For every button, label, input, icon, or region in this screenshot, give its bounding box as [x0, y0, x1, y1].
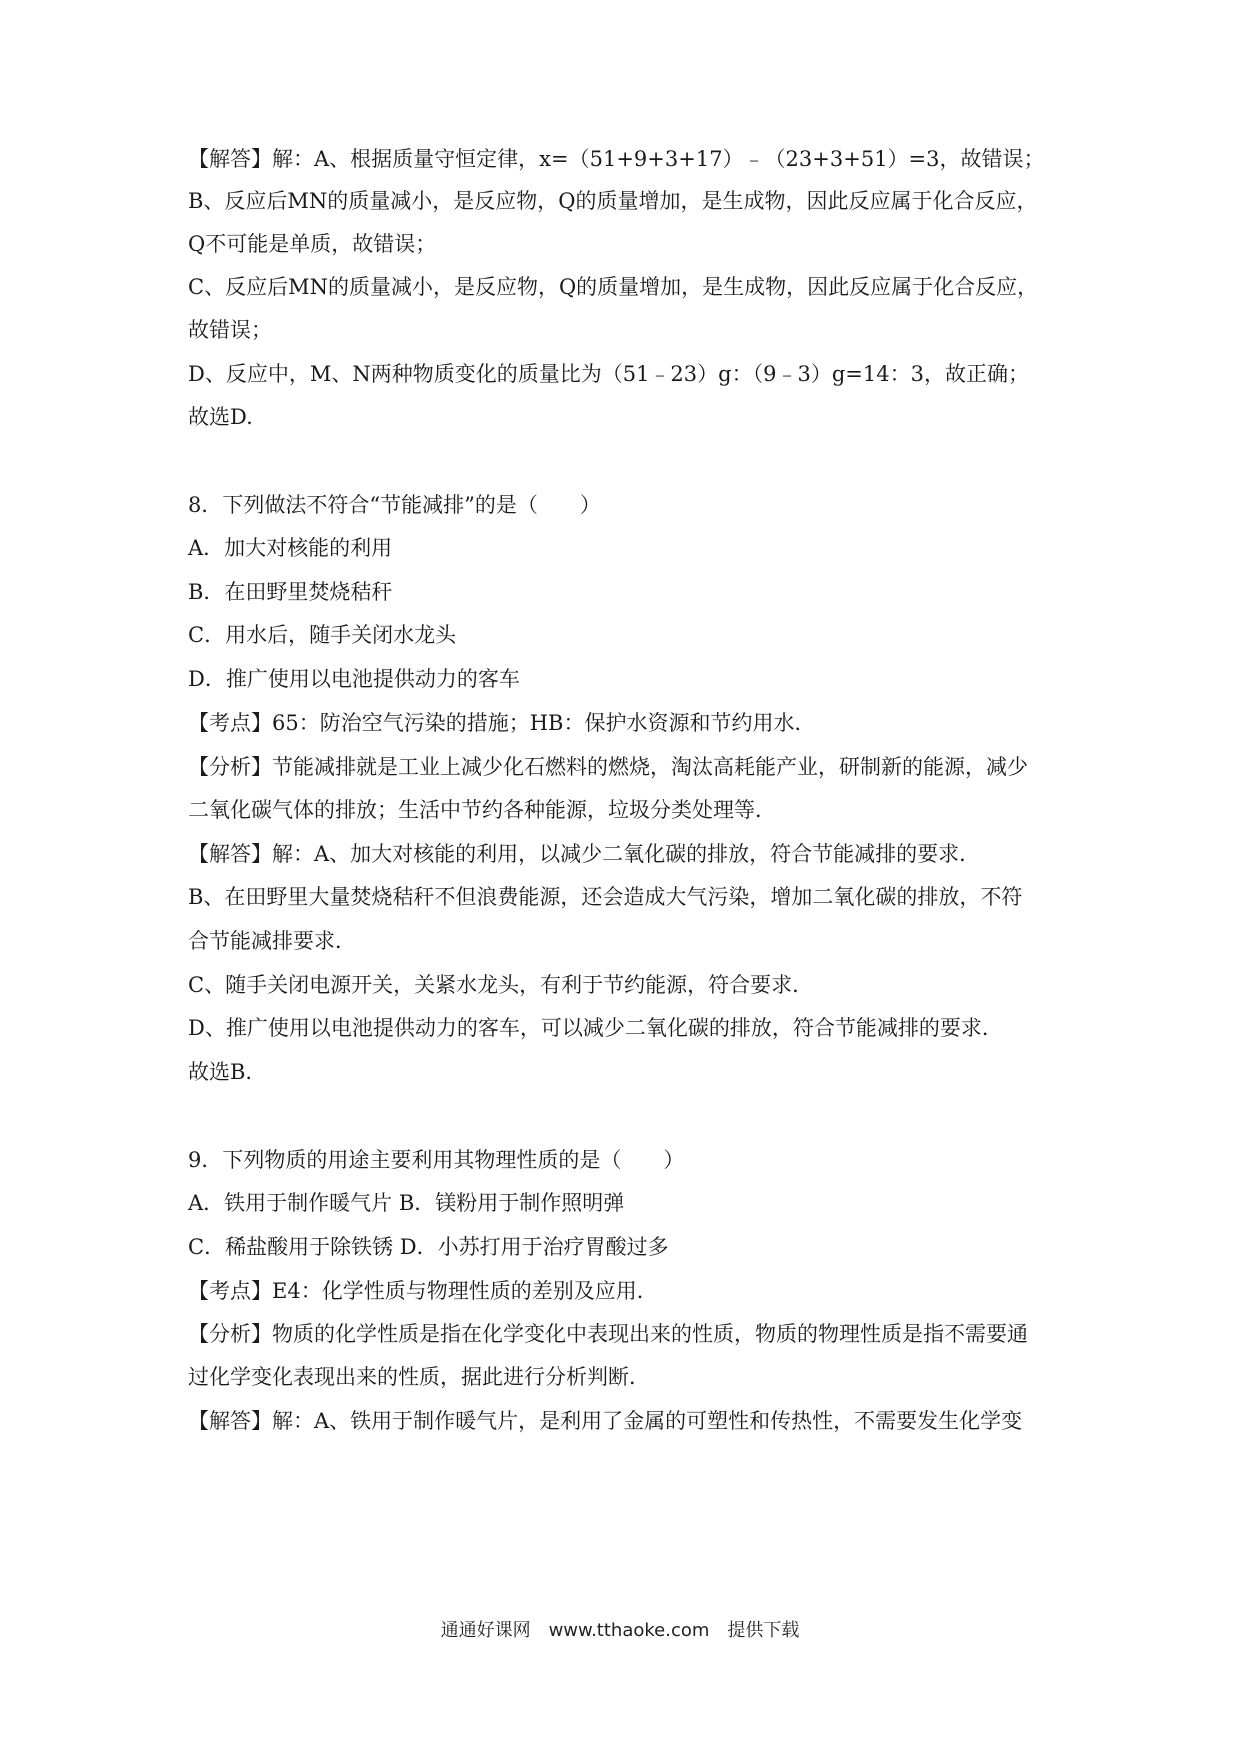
q8-jieda-line-1: 【解答】解：A、加大对核能的利用，以减少二氧化碳的排放，符合节能减排的要求．: [188, 842, 981, 866]
q8-fenxi-line-2: 二氧化碳气体的排放；生活中节约各种能源，垃圾分类处理等．: [188, 798, 776, 822]
q8-question: 8．下列做法不符合“节能减排”的是（ ）: [188, 493, 601, 517]
q9-fenxi-line-1: 【分析】物质的化学性质是指在化学变化中表现出来的性质，物质的物理性质是指不需要通: [188, 1322, 1028, 1346]
q9-question: 9．下列物质的用途主要利用其物理性质的是（ ）: [188, 1148, 685, 1172]
q9-options-ab: A．铁用于制作暖气片 B．镁粉用于制作照明弹: [188, 1191, 625, 1215]
q7-answer-line-5: 故错误；: [188, 318, 272, 342]
q8-option-c: C．用水后，随手关闭水龙头: [188, 623, 457, 647]
q9-kaodian: 【考点】E4：化学性质与物理性质的差别及应用．: [188, 1279, 658, 1303]
q9-options-cd: C．稀盐酸用于除铁锈 D．小苏打用于治疗胃酸过多: [188, 1235, 669, 1259]
q8-jieda-line-3: 合节能减排要求．: [188, 929, 356, 953]
q9-fenxi-line-2: 过化学变化表现出来的性质，据此进行分析判断．: [188, 1365, 650, 1389]
q7-answer-line-3: Q不可能是单质，故错误；: [188, 232, 437, 256]
q7-answer-line-6: D、反应中，M、N两种物质变化的质量比为（51﹣23）g：（9﹣3）g=14：3，故正确；: [188, 362, 1029, 386]
q7-answer-line-4: C、反应后MN的质量减小，是反应物，Q的质量增加，是生成物，因此反应属于化合反应，: [188, 275, 1039, 299]
q7-answer-line-7: 故选D.: [188, 405, 253, 429]
q8-kaodian: 【考点】65：防治空气污染的措施；HB：保护水资源和节约用水．: [188, 711, 816, 735]
q8-fenxi-line-1: 【分析】节能减排就是工业上减少化石燃料的燃烧，淘汰高耗能产业，研制新的能源，减少: [188, 755, 1028, 779]
page-footer: 通通好课网 www.tthaoke.com 提供下载: [440, 1620, 800, 1641]
q7-answer-line-2: B、反应后MN的质量减小，是反应物，Q的质量增加，是生成物，因此反应属于化合反应，: [188, 189, 1038, 213]
q8-jieda-line-6: 故选B.: [188, 1060, 253, 1084]
q9-jieda-line-1: 【解答】解：A、铁用于制作暖气片，是利用了金属的可塑性和传热性，不需要发生化学变: [188, 1409, 1023, 1433]
q7-answer-line-1: 【解答】解：A、根据质量守恒定律，x=（51+9+3+17）﹣（23+3+51）=3，故错误；: [188, 147, 1045, 171]
q8-option-a: A．加大对核能的利用: [188, 536, 393, 560]
q8-jieda-line-5: D、推广使用以电池提供动力的客车，可以减少二氧化碳的排放，符合节能减排的要求．: [188, 1016, 1003, 1040]
q8-option-d: D．推广使用以电池提供动力的客车: [188, 667, 520, 691]
q8-jieda-line-4: C、随手关闭电源开关，关紧水龙头，有利于节约能源，符合要求．: [188, 973, 814, 997]
q8-option-b: B．在田野里焚烧秸秆: [188, 580, 393, 604]
q8-jieda-line-2: B、在田野里大量焚烧秸秆不但浪费能源，还会造成大气污染，增加二氧化碳的排放，不符: [188, 885, 1023, 909]
